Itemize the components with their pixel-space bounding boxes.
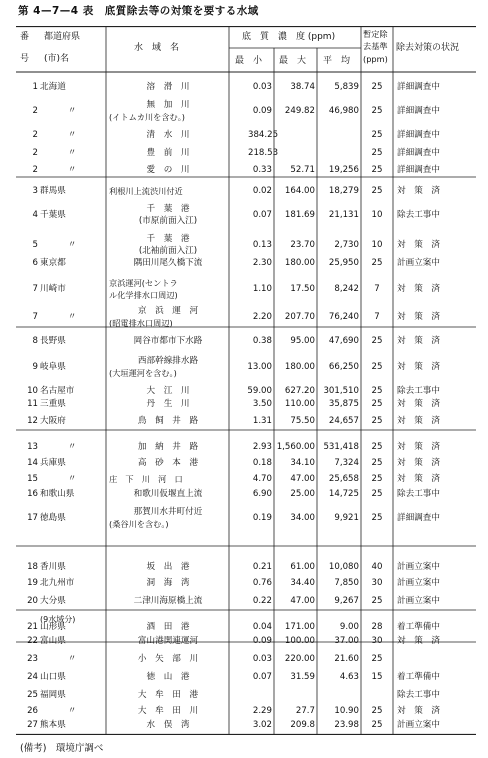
row-std: 25 (371, 82, 383, 92)
row-min: 0.22 (252, 596, 272, 606)
row-status: 計画立案中 (397, 720, 440, 730)
row-status: 着工準備中 (397, 672, 440, 682)
row-max: 218.53 (248, 148, 279, 158)
row-area: 岡谷市都市下水路 (133, 336, 203, 346)
row-avg: 4.63 (339, 672, 359, 682)
row-avg: 9.00 (339, 622, 359, 632)
row-min: 0.33 (252, 165, 272, 175)
row-pref: 〃 (67, 165, 77, 175)
row-max: 249.82 (284, 106, 315, 116)
header-status: 除去対策の状況 (396, 43, 460, 53)
row-max: 52.71 (290, 165, 315, 175)
row-min: 3.50 (252, 399, 272, 409)
row-status: 計画立案中 (397, 562, 440, 572)
row-number: 27 (27, 720, 38, 730)
row-min: 0.02 (252, 186, 272, 196)
row-avg: 18,279 (328, 186, 359, 196)
row-status: 対 策 済 (397, 336, 440, 346)
row-area: 千 葉 港 (146, 234, 190, 244)
row-avg: 10.90 (334, 706, 359, 716)
row-avg: 21.60 (334, 654, 359, 664)
row-min: 2.93 (252, 442, 272, 452)
row-area: 西部幹線排水路 (137, 356, 199, 366)
table-frame (16, 26, 476, 735)
row-number: 4 (32, 210, 38, 220)
row-area: 溶 滑 川 (146, 82, 190, 92)
header-std-2: 去基準 (363, 41, 388, 51)
row-area: (昭電排水口周辺) (109, 318, 173, 328)
row-pref: 〃 (67, 130, 77, 140)
row-min: 13.00 (247, 362, 272, 372)
row-std: 25 (371, 474, 383, 484)
row-std: 25 (371, 596, 383, 606)
row-status: 対 策 済 (397, 240, 440, 250)
row-pref: 川崎市 (40, 284, 66, 294)
row-number: 3 (32, 186, 38, 196)
row-max: 34.40 (290, 578, 315, 588)
row-avg: 8,242 (334, 284, 359, 294)
row-max: 25.00 (290, 489, 315, 499)
row-number: 20 (27, 596, 38, 606)
row-area: 大 牟 田 港 (137, 690, 199, 700)
row-number: 1 (32, 82, 38, 92)
row-std: 25 (371, 186, 383, 196)
row-std: 25 (371, 706, 383, 716)
row-std: 25 (371, 130, 383, 140)
row-pref: 富山県 (40, 636, 66, 646)
row-number: 24 (27, 672, 38, 682)
row-area: (大垣運河を含む。) (109, 368, 177, 378)
row-pref: 兵庫県 (40, 458, 66, 468)
row-avg: 5,839 (334, 82, 359, 92)
row-number: 10 (27, 386, 38, 396)
row-min: 0.38 (252, 336, 272, 346)
row-avg: 14,725 (328, 489, 359, 499)
row-min: 0.04 (252, 622, 272, 632)
row-area: 富山港関連運河 (137, 636, 199, 646)
row-max: 100.00 (284, 636, 315, 646)
row-area: 庄 下 川 河 口 (109, 474, 183, 484)
row-min: 0.76 (252, 578, 272, 588)
row-status: 計画立案中 (397, 578, 440, 588)
row-avg: 25,950 (328, 258, 359, 268)
row-max: 384.25 (248, 130, 279, 140)
row-avg: 47,690 (328, 336, 359, 346)
row-max: 1,560.00 (276, 442, 315, 452)
row-std: 7 (374, 284, 380, 294)
row-status: 詳細調査中 (397, 148, 440, 158)
row-std: 25 (371, 513, 383, 523)
row-std: 15 (371, 672, 383, 682)
row-pref: 徳島県 (40, 513, 66, 523)
row-max: 180.00 (284, 362, 315, 372)
row-min: 0.21 (252, 562, 272, 572)
row-max: 627.20 (284, 386, 315, 396)
row-max: 61.00 (290, 562, 315, 572)
row-number: 7 (32, 284, 38, 294)
row-std: 40 (371, 562, 383, 572)
row-max: 95.00 (290, 336, 315, 346)
row-area: 利根川上流渋川付近 (109, 186, 183, 196)
row-pref: 千葉県 (40, 210, 66, 220)
row-number: 25 (27, 690, 38, 700)
row-max: 47.00 (290, 474, 315, 484)
row-pref: 三重県 (40, 399, 66, 409)
row-status: 対 策 済 (397, 706, 440, 716)
row-pref: 福岡県 (40, 690, 66, 700)
row-pref: 山形県 (40, 622, 66, 632)
row-min: 0.09 (252, 636, 272, 646)
row-avg: 21,131 (328, 210, 359, 220)
row-pref: 名古屋市 (40, 386, 75, 396)
row-std: 7 (374, 312, 380, 322)
header-pref-top: 都道府県 (44, 32, 81, 42)
row-pref: 北九州市 (40, 578, 75, 588)
row-area: 隅田川尾久橋下流 (133, 258, 203, 268)
row-status: 対 策 済 (397, 442, 440, 452)
row-number: 17 (27, 513, 38, 523)
row-number: 14 (27, 458, 38, 468)
row-min: 2.30 (252, 258, 272, 268)
row-area: 清 水 川 (146, 130, 190, 140)
row-number: 16 (27, 489, 38, 499)
row-pref: 香川県 (40, 562, 66, 572)
row-std: 10 (371, 210, 383, 220)
row-avg: 66,250 (328, 362, 359, 372)
header-pref-bottom: (市)名 (44, 54, 70, 64)
row-status: 対 策 済 (397, 416, 440, 426)
row-avg: 25,658 (328, 474, 359, 484)
table-note: (備考) 環境庁調べ (20, 743, 104, 754)
header-no-top: 番 (20, 32, 30, 42)
row-avg: 10,080 (328, 562, 359, 572)
row-number: 9 (32, 362, 38, 372)
row-min: 2.29 (252, 706, 272, 716)
row-avg: 301,510 (323, 386, 359, 396)
row-pref: 〃 (67, 148, 77, 158)
row-pref: 〃 (67, 106, 77, 116)
row-number: 2 (32, 165, 38, 175)
header-std-1: 暫定除 (363, 29, 388, 39)
row-pref: 和歌山県 (40, 489, 75, 499)
row-std: 25 (371, 148, 383, 158)
row-pref: 〃 (67, 240, 77, 250)
row-max: 27.7 (295, 706, 315, 716)
header-conc: 底 質 濃 度 (ppm) (242, 32, 336, 42)
row-pref: 〃 (67, 474, 77, 484)
row-avg: 35,875 (328, 399, 359, 409)
header-area: 水 域 名 (134, 43, 180, 53)
row-number: 8 (32, 336, 38, 346)
row-std: 25 (371, 399, 383, 409)
row-avg: 19,256 (328, 165, 359, 175)
row-area: 無 加 川 (146, 100, 190, 110)
row-max: 180.00 (284, 258, 315, 268)
row-status: 対 策 済 (397, 312, 440, 322)
row-status: 詳細調査中 (397, 82, 440, 92)
row-std: 25 (371, 442, 383, 452)
row-std: 28 (371, 622, 383, 632)
row-min: 3.02 (252, 720, 272, 730)
row-pref: 〃 (67, 442, 77, 452)
row-pref: 北海道 (40, 82, 66, 92)
row-area: (イトムカ川を含む。) (109, 112, 185, 122)
row-max: 220.00 (284, 654, 315, 664)
row-avg: 2,730 (334, 240, 359, 250)
row-min: 0.19 (252, 513, 272, 523)
row-number: 7 (32, 312, 38, 322)
row-max: 207.70 (284, 312, 315, 322)
header-max: 最 大 (279, 56, 307, 66)
row-status: 対 策 済 (397, 636, 440, 646)
row-pref: 〃 (67, 654, 77, 664)
row-area: 和歌川仮堰直上流 (133, 489, 203, 499)
header-std-3: (ppm) (363, 54, 388, 64)
row-pref: 大分県 (40, 596, 66, 606)
row-number: 5 (32, 240, 38, 250)
row-std: 25 (371, 416, 383, 426)
row-min: 0.03 (252, 82, 272, 92)
header-no-bottom: 号 (20, 54, 30, 64)
row-avg: 531,418 (323, 442, 359, 452)
row-number: 2 (32, 106, 38, 116)
row-min: 0.18 (252, 458, 272, 468)
row-number: 26 (27, 706, 38, 716)
row-status: 計画立案中 (397, 596, 440, 606)
row-number: 15 (27, 474, 38, 484)
row-std: 25 (371, 165, 383, 175)
row-std: 25 (371, 489, 383, 499)
row-min: 0.07 (252, 672, 272, 682)
row-std: 25 (371, 336, 383, 346)
row-status: 対 策 済 (397, 458, 440, 468)
row-std: 25 (371, 458, 383, 468)
row-min: 1.10 (252, 284, 272, 294)
row-min: 59.00 (247, 386, 272, 396)
row-area: 豊 前 川 (146, 148, 190, 158)
row-std: 25 (371, 654, 383, 664)
row-avg: 9,267 (334, 596, 359, 606)
row-area: 愛 の 川 (146, 165, 190, 175)
row-area: 大 牟 田 川 (137, 706, 199, 716)
row-std: 25 (371, 258, 383, 268)
row-pref: 熊本県 (40, 720, 66, 730)
row-area: (北袖前面入江) (138, 246, 198, 256)
row-std: 25 (371, 386, 383, 396)
row-number: 19 (27, 578, 38, 588)
row-status: 対 策 済 (397, 284, 440, 294)
row-status: 詳細調査中 (397, 130, 440, 140)
row-status: 着工準備中 (397, 622, 440, 632)
row-area: 小 矢 部 川 (137, 654, 199, 664)
row-area: 徳 山 港 (146, 672, 190, 682)
row-area: 高 砂 本 港 (137, 458, 199, 468)
row-area: 大 江 川 (146, 386, 190, 396)
row-status: 対 策 済 (397, 474, 440, 484)
row-number: 23 (27, 654, 38, 664)
row-min: 4.70 (252, 474, 272, 484)
row-pref: 〃 (67, 706, 77, 716)
row-number: 12 (27, 416, 38, 426)
row-max: 31.59 (290, 672, 315, 682)
row-status: 対 策 済 (397, 362, 440, 372)
row-number: 13 (27, 442, 38, 452)
row-std: 25 (371, 362, 383, 372)
row-min: 1.31 (252, 416, 272, 426)
row-number: 2 (32, 148, 38, 158)
row-max: 38.74 (290, 82, 315, 92)
row-max: 209.8 (290, 720, 315, 730)
row-std: 30 (371, 578, 383, 588)
row-status: 詳細調査中 (397, 106, 440, 116)
row-area: ル化学排水口周辺) (109, 290, 178, 300)
row-max: 34.00 (290, 513, 315, 523)
row-area: 洞 海 湾 (146, 578, 190, 588)
row-area: 丹 生 川 (146, 399, 190, 409)
row-status: 対 策 済 (397, 399, 440, 409)
row-pref-note: (9水域分) (40, 615, 76, 624)
row-std: 25 (371, 720, 383, 730)
row-max: 75.50 (290, 416, 315, 426)
row-area: 鳥 飼 井 路 (137, 416, 199, 426)
row-status: 詳細調査中 (397, 513, 440, 523)
row-max: 181.69 (284, 210, 315, 220)
header-min: 最 小 (235, 56, 263, 66)
row-avg: 76,240 (328, 312, 359, 322)
row-max: 23.70 (290, 240, 315, 250)
row-std: 25 (371, 106, 383, 116)
row-area: 加 納 井 路 (137, 442, 199, 452)
row-number: 22 (27, 636, 38, 646)
row-pref: 長野県 (40, 336, 66, 346)
row-pref: 大阪府 (40, 416, 66, 426)
row-avg: 46,980 (328, 106, 359, 116)
row-area: 水 俣 湾 (146, 720, 190, 730)
row-min: 0.07 (252, 210, 272, 220)
row-area: 酒 田 港 (146, 622, 190, 632)
row-min: 2.20 (252, 312, 272, 322)
row-area: 京 浜 運 河 (137, 306, 199, 316)
row-max: 171.00 (284, 622, 315, 632)
row-max: 47.00 (290, 596, 315, 606)
row-pref: 岐阜県 (40, 362, 66, 372)
row-status: 計画立案中 (397, 258, 440, 268)
row-number: 21 (27, 622, 38, 632)
row-pref: 群馬県 (40, 186, 66, 196)
row-avg: 9,921 (334, 513, 359, 523)
row-number: 11 (27, 399, 38, 409)
row-max: 34.10 (290, 458, 315, 468)
header-avg: 平 均 (323, 56, 351, 66)
row-max: 110.00 (284, 399, 315, 409)
row-area: 那賀川水井町付近 (133, 507, 203, 517)
row-max: 17.50 (290, 284, 315, 294)
row-status: 除去工事中 (397, 489, 440, 499)
row-number: 18 (27, 562, 38, 572)
row-area: (桑谷川を含む。) (109, 519, 169, 529)
row-pref: 山口県 (40, 672, 66, 682)
row-min: 6.90 (252, 489, 272, 499)
row-area: (市原前面入江) (138, 216, 198, 226)
row-avg: 7,324 (334, 458, 359, 468)
row-area: 千 葉 港 (146, 204, 190, 214)
row-avg: 23.98 (334, 720, 359, 730)
row-number: 2 (32, 130, 38, 140)
row-area: 坂 出 港 (146, 562, 190, 572)
row-area: 京浜運河(セントラ (109, 278, 178, 288)
row-avg: 7,850 (334, 578, 359, 588)
row-area: 二津川海原橋上流 (133, 596, 203, 606)
row-status: 除去工事中 (397, 386, 440, 396)
row-number: 6 (32, 258, 38, 268)
row-max: 164.00 (284, 186, 315, 196)
row-avg: 24,657 (328, 416, 359, 426)
row-pref: 〃 (67, 312, 77, 322)
row-min: 0.13 (252, 240, 272, 250)
row-avg: 37.00 (334, 636, 359, 646)
row-min: 0.09 (252, 106, 272, 116)
row-std: 10 (371, 240, 383, 250)
row-status: 詳細調査中 (397, 165, 440, 175)
row-std: 30 (371, 636, 383, 646)
table-title: 第 4—7—4 表 底質除去等の対策を要する水域 (18, 5, 259, 17)
row-status: 対 策 済 (397, 186, 440, 196)
row-status: 除去工事中 (397, 690, 440, 700)
row-min: 0.03 (252, 654, 272, 664)
row-status: 除去工事中 (397, 210, 440, 220)
row-pref: 東京都 (40, 258, 66, 268)
